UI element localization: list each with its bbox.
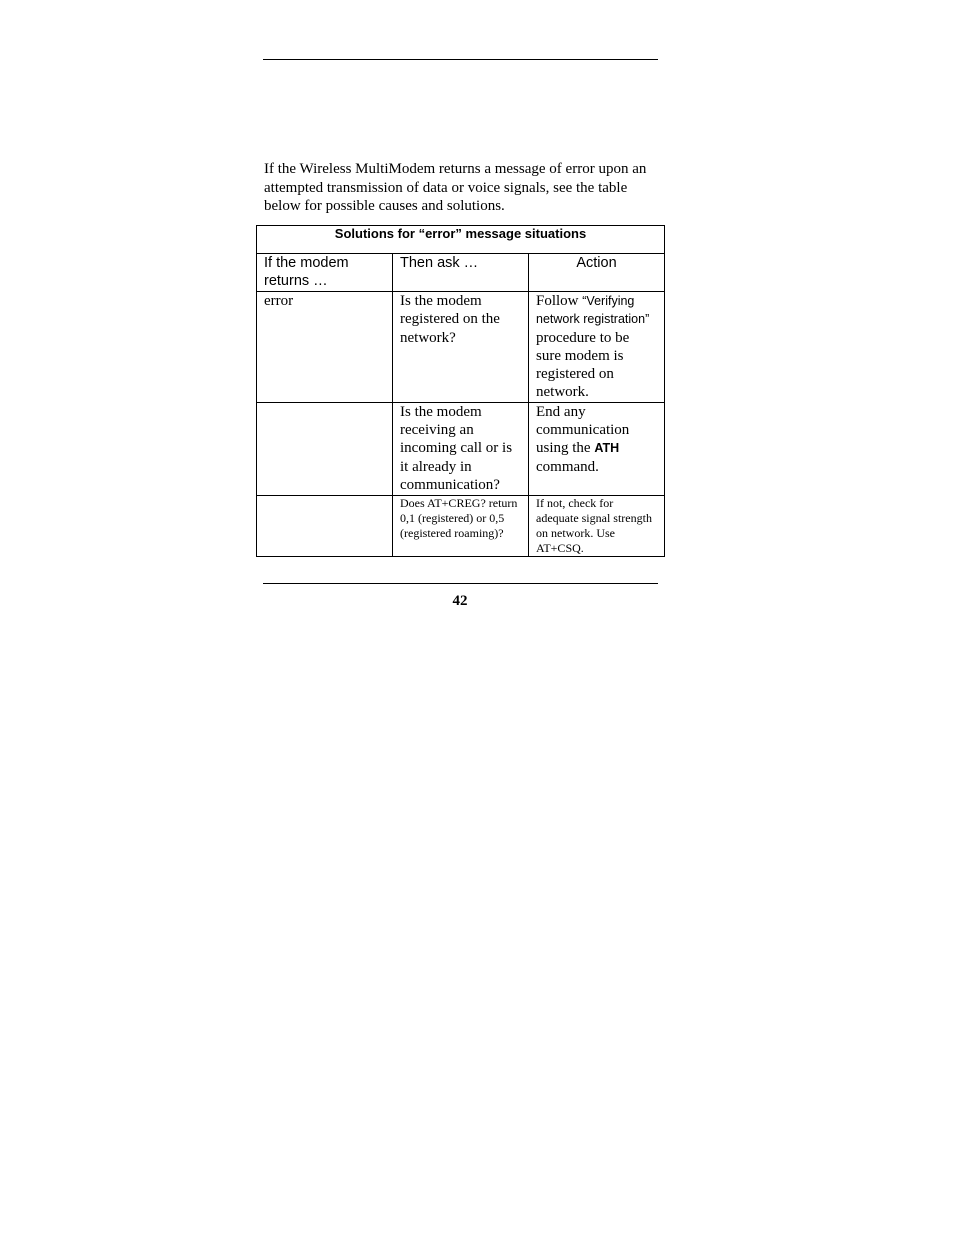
table-row [257, 495, 665, 556]
page-number: 42 [452, 593, 468, 609]
header-rule [263, 59, 658, 60]
table-header-row [257, 254, 665, 292]
cell-action: If not, check for adequate signal strength on network. Use AT+CSQ. [529, 495, 665, 556]
column-header-returns: If the modem returns … [257, 254, 393, 292]
procedure-reference: “Verifying network registration” [536, 294, 650, 327]
column-header-ask: Then ask … [393, 254, 529, 292]
action-text-pre: Follow [536, 293, 583, 309]
column-header-action: Action [529, 254, 665, 292]
table-row [257, 292, 665, 403]
action-text-post: procedure to be sure modem is registered on network. [536, 329, 630, 401]
action-text-pre: End any communication using the [536, 403, 630, 457]
cell-returns [257, 402, 393, 495]
intro-paragraph: If the Wireless MultiModem returns a message of error upon an attempted transmission of data or voice signals, see the table below for possible causes and solutions. [264, 161, 647, 214]
table-row [257, 402, 665, 495]
cell-returns: error [257, 292, 393, 403]
command-ath: ATH [594, 441, 620, 456]
cell-ask: Is the modem receiving an incoming call or is it already in communication? [393, 402, 529, 495]
table-title: Solutions for “error” message situations [257, 226, 665, 254]
footer-rule [263, 583, 658, 584]
action-text-post: command. [536, 458, 599, 475]
solutions-table [256, 225, 665, 557]
cell-action [529, 292, 665, 403]
cell-ask: Is the modem registered on the network? [393, 292, 529, 403]
table-title-row [257, 226, 665, 254]
cell-action [529, 402, 665, 495]
cell-ask: Does AT+CREG? return 0,1 (registered) or 0,5 (registered roaming)? [393, 495, 529, 556]
cell-returns [257, 495, 393, 556]
